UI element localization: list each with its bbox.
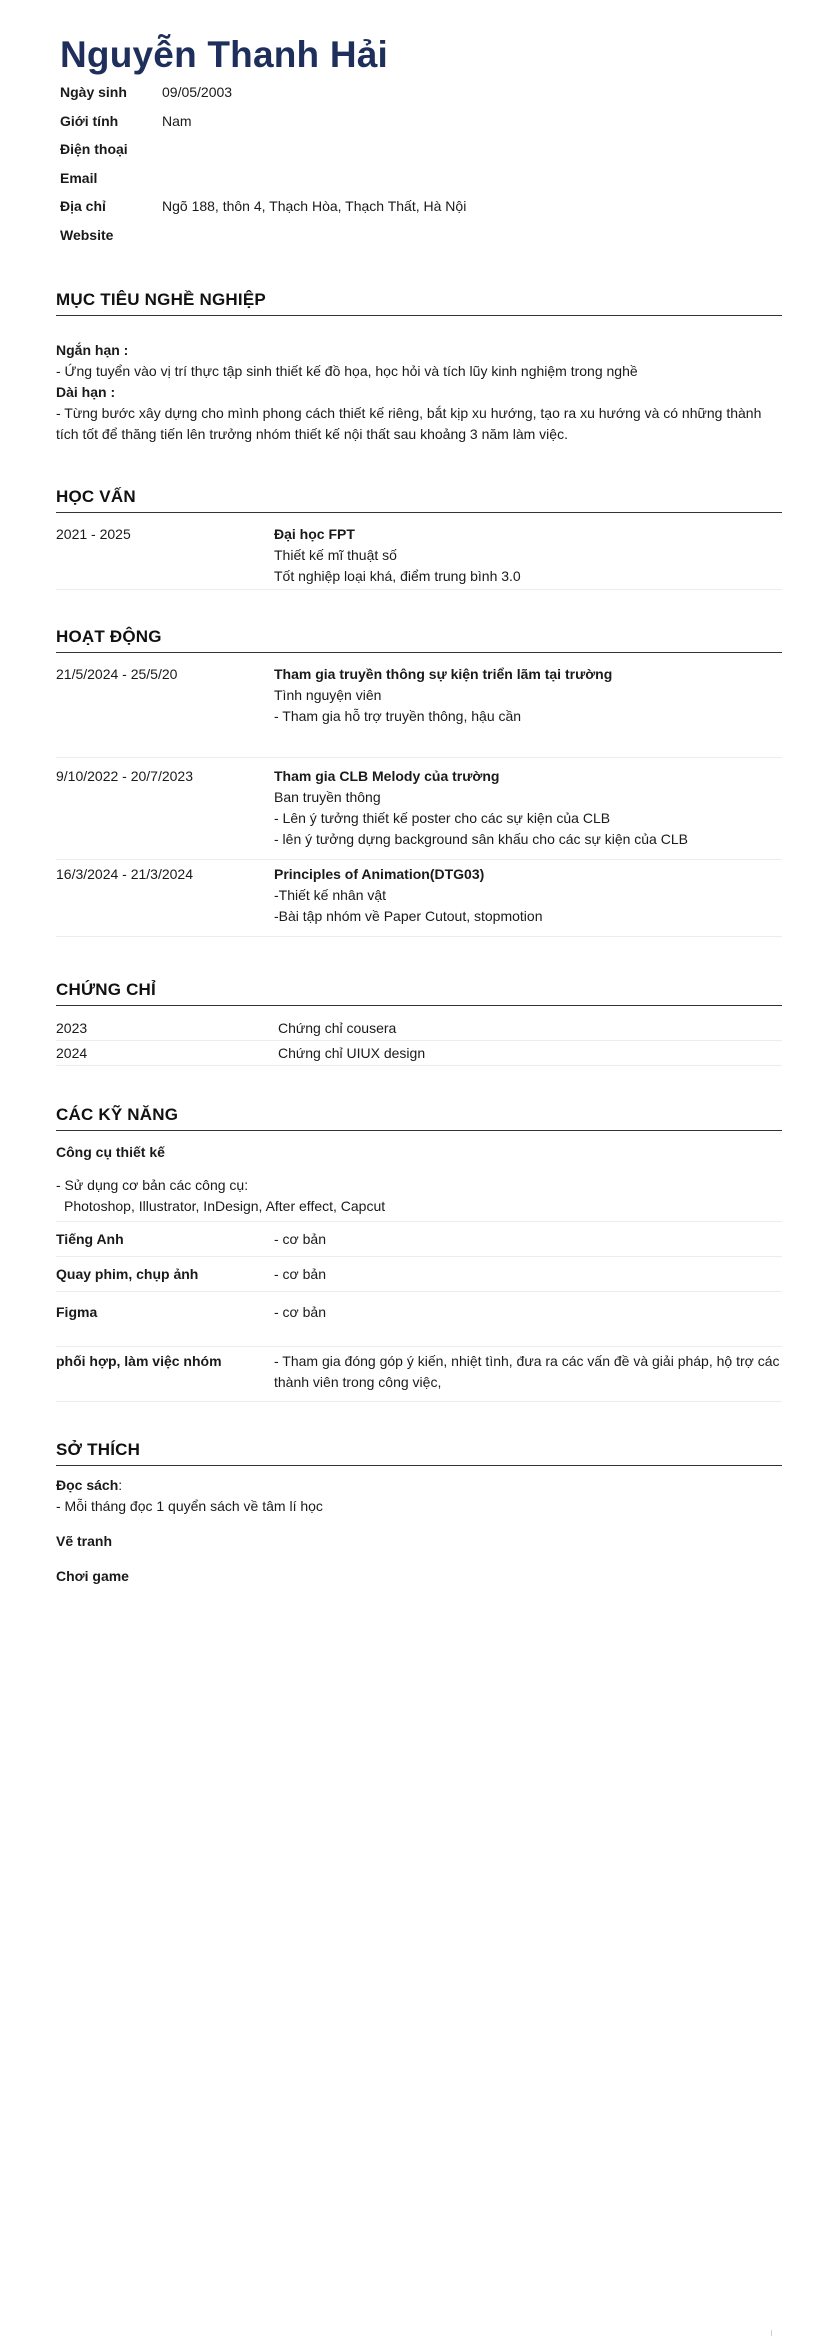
skill-name: phối hợp, làm việc nhóm: [56, 1353, 222, 1369]
education-major: Thiết kế mĩ thuật số: [274, 547, 397, 563]
skill-description: - Tham gia đóng góp ý kiến, nhiệt tình, đưa ra các vấn đề và giải pháp, hộ trợ các thành viên trong công việc,: [274, 1353, 780, 1390]
short-term-text: - Ứng tuyển vào vị trí thực tập sinh thiết kế đồ họa, học hỏi và tích lũy kinh nghiệm trong nghề: [56, 363, 638, 379]
info-row-birth: [60, 84, 760, 113]
birth-value: 09/05/2003: [162, 84, 233, 100]
hobby-reading-text: - Mỗi tháng đọc 1 quyển sách về tâm lí học: [56, 1498, 323, 1514]
activity-role: Ban truyền thông: [274, 789, 381, 805]
website-label: Website: [60, 226, 114, 243]
personal-info: [60, 84, 760, 255]
activity-line: -Bài tập nhóm về Paper Cutout, stopmotion: [274, 908, 543, 924]
certificate-name: Chứng chỉ UIUX design: [278, 1044, 426, 1061]
skill-name: Quay phim, chụp ảnh: [56, 1265, 199, 1282]
activity-line: - lên ý tưởng dựng background sân khấu cho các sự kiện của CLB: [274, 831, 688, 847]
long-term-label: Dài hạn :: [56, 384, 116, 400]
skill-item: [56, 1257, 782, 1292]
info-row-gender: [60, 113, 760, 142]
activity-details: [274, 664, 782, 757]
skill-level: - cơ bản: [274, 1230, 326, 1247]
activity-line: - Tham gia hỗ trợ truyền thông, hậu cần: [274, 708, 522, 724]
skill-item: [56, 1222, 782, 1257]
tools-item: [56, 1175, 782, 1222]
education-list: [56, 524, 782, 590]
certificate-item: [56, 1016, 782, 1041]
hobby-drawing: Vẽ tranh: [56, 1533, 113, 1549]
tools-list: Photoshop, Illustrator, InDesign, After effect, Capcut: [64, 1198, 386, 1214]
hobbies-title: SỞ THÍCH: [56, 1440, 782, 1466]
activity-item: [56, 664, 782, 758]
info-row-phone: [60, 141, 760, 170]
objective-title: MỤC TIÊU NGHỀ NGHIỆP: [56, 290, 782, 316]
activity-item: [56, 860, 782, 937]
tools-title: Công cụ thiết kế: [56, 1144, 165, 1160]
email-label: Email: [60, 169, 98, 186]
education-details: [274, 524, 782, 587]
activities-title: HOẠT ĐỘNG: [56, 627, 782, 653]
gender-value: Nam: [162, 112, 192, 129]
activity-period: 21/5/2024 - 25/5/20: [56, 666, 178, 682]
education-note: Tốt nghiệp loại khá, điểm trung bình 3.0: [274, 568, 521, 584]
hobbies-list: [56, 1475, 782, 1587]
skill-item: [56, 1347, 782, 1402]
skill-name: Figma: [56, 1304, 98, 1320]
info-row-email: [60, 170, 760, 199]
candidate-name: Nguyễn Thanh Hải: [60, 34, 388, 75]
skill-level: - cơ bản: [274, 1304, 326, 1320]
tools-line: - Sử dụng cơ bản các công cụ:: [56, 1177, 249, 1193]
address-label: Địa chỉ: [60, 198, 106, 214]
activity-name: Tham gia CLB Melody của trường: [274, 768, 500, 784]
hobby-reading-label: Đọc sách: [56, 1477, 119, 1493]
hobby-gaming: Chơi game: [56, 1568, 129, 1584]
skill-name: Tiếng Anh: [56, 1230, 124, 1247]
info-row-website: [60, 227, 760, 256]
hobby-reading-colon: :: [118, 1477, 123, 1493]
page-edge-mark: [771, 2330, 772, 2336]
activity-line: - Lên ý tưởng thiết kế poster cho các sự kiện của CLB: [274, 810, 611, 826]
activity-details: [274, 766, 782, 859]
hobby-reading: [56, 1475, 782, 1496]
activity-name: Principles of Animation(DTG03): [274, 866, 485, 882]
phone-label: Điện thoại: [60, 141, 128, 157]
address-value: Ngõ 188, thôn 4, Thạch Hòa, Thạch Thất, Hà Nội: [162, 198, 467, 214]
skills-list: [56, 1142, 782, 1402]
education-period: 2021 - 2025: [56, 526, 131, 542]
skills-title: CÁC KỸ NĂNG: [56, 1105, 782, 1131]
education-item: [56, 524, 782, 590]
gender-label: Giới tính: [60, 112, 119, 129]
certificate-year: 2024: [56, 1044, 88, 1061]
skill-level: - cơ bản: [274, 1265, 326, 1282]
short-term-label: Ngắn hạn :: [56, 342, 129, 358]
certificate-name: Chứng chỉ cousera: [278, 1019, 397, 1036]
education-school: Đại học FPT: [274, 526, 355, 542]
activity-name: Tham gia truyền thông sự kiện triển lãm tại trường: [274, 666, 613, 682]
certificates-list: [56, 1016, 782, 1066]
activity-item: [56, 758, 782, 860]
activity-period: 16/3/2024 - 21/3/2024: [56, 866, 194, 882]
long-term-text: - Từng bước xây dựng cho mình phong cách thiết kế riêng, bắt kịp xu hướng, tạo ra xu hướng và có những thành tích tốt để thăng tiến lên trưởng nhóm thiết kế nội thất sau khoảng 3 năm làm việc.: [56, 405, 762, 442]
skill-item: [56, 1292, 782, 1347]
info-row-address: [60, 198, 760, 227]
activity-role: Tình nguyện viên: [274, 687, 382, 703]
objective-content: [56, 340, 782, 445]
certificate-year: 2023: [56, 1019, 88, 1036]
birth-label: Ngày sinh: [60, 84, 127, 100]
activity-role: -Thiết kế nhân vật: [274, 887, 387, 903]
certificates-title: CHỨNG CHỈ: [56, 980, 782, 1006]
certificate-item: [56, 1041, 782, 1066]
education-title: HỌC VẤN: [56, 487, 782, 513]
activities-list: [56, 664, 782, 937]
activity-period: 9/10/2022 - 20/7/2023: [56, 768, 194, 784]
activity-details: [274, 864, 782, 936]
